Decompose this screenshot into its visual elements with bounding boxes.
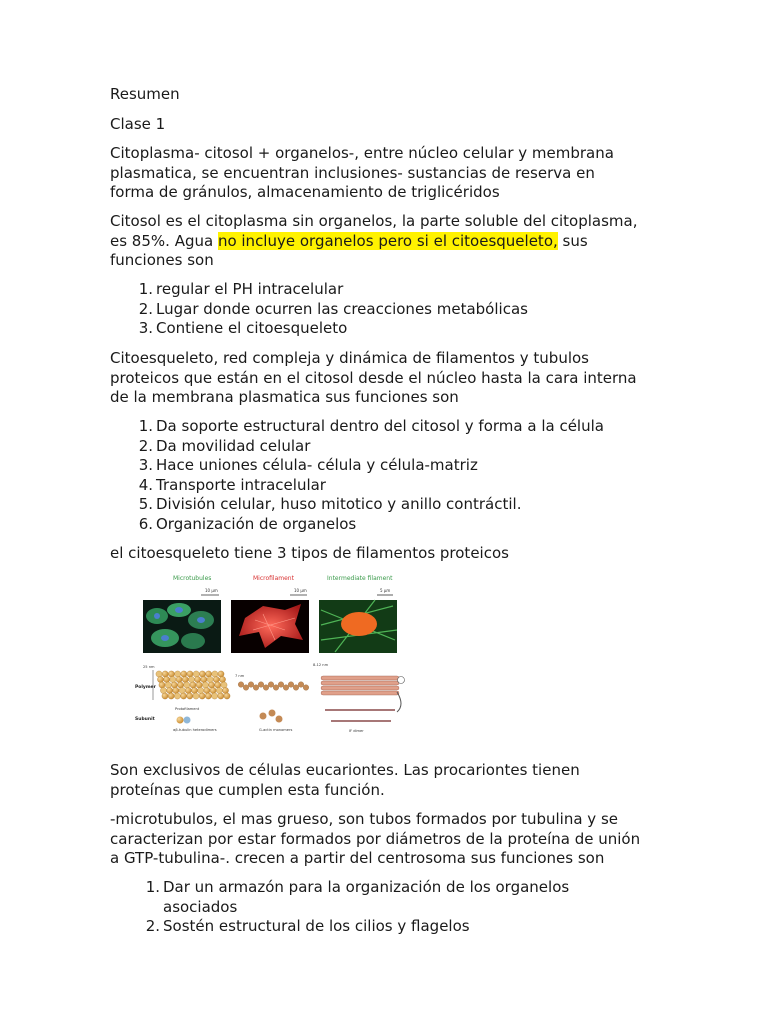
figure-scale-2: 10 µm xyxy=(294,588,307,593)
tubulin-subunit xyxy=(177,717,184,724)
micrograph-nucleus xyxy=(197,617,205,623)
list-item xyxy=(138,280,528,300)
tubulin-bead xyxy=(182,676,188,682)
paragraph-line: Citoplasma- citosol + organelos-, entre núcleo celular y membrana xyxy=(110,144,614,162)
actin-monomer xyxy=(260,713,267,720)
tubulin-bead xyxy=(165,682,171,688)
tubulin-bead xyxy=(212,693,218,699)
figure-row-subunit: Subunit xyxy=(135,717,155,722)
paragraph-line: Citosol es el citoplasma sin organelos, la parte soluble del citoplasma, xyxy=(110,212,638,230)
cytoskeleton-figure xyxy=(135,570,411,740)
paragraph-citosol xyxy=(110,212,638,271)
tubulin-bead xyxy=(181,671,187,677)
cytoskeleton-figure-svg xyxy=(135,570,411,740)
tubulin-bead xyxy=(212,671,218,677)
figure-row-polymer: Polymer xyxy=(135,685,156,690)
tubulin-bead xyxy=(175,671,181,677)
figure-dim-3: 8-12 nm xyxy=(313,663,329,667)
actin-bead xyxy=(253,685,259,691)
tubulin-bead xyxy=(207,676,213,682)
tubulin-bead xyxy=(219,676,225,682)
list-item xyxy=(138,475,604,496)
citoesqueleto-functions-list xyxy=(138,417,604,534)
tubulin-subunit xyxy=(184,717,191,724)
list-number: 2. xyxy=(138,299,153,318)
list-number: 5. xyxy=(138,495,153,513)
tubulin-bead xyxy=(209,682,215,688)
actin-bead xyxy=(263,685,269,691)
list-item xyxy=(138,299,528,320)
actin-bead xyxy=(248,682,254,688)
tubulin-bead xyxy=(213,676,219,682)
tubulin-bead xyxy=(174,693,180,699)
list-number: 4. xyxy=(138,475,153,494)
tubulin-bead xyxy=(188,676,194,682)
paragraph-line: Son exclusivos de células eucariontes. Las procariontes tienen xyxy=(110,761,580,779)
heading-clase: Clase 1 xyxy=(110,115,166,133)
paragraph-filament-types: el citoesqueleto tiene 3 tipos de filamentos proteicos xyxy=(110,544,509,562)
tubulin-bead xyxy=(179,687,185,693)
list-item-text: Dar un armazón para la organización de los organelos xyxy=(163,878,570,896)
tubulin-bead xyxy=(216,687,222,693)
list-number: 1. xyxy=(145,878,160,896)
actin-bead xyxy=(298,682,304,688)
micrograph-nucleus xyxy=(161,635,169,641)
figure-label-if: IF dimer xyxy=(349,729,364,733)
citosol-functions-list xyxy=(138,280,528,339)
tubulin-bead xyxy=(224,693,230,699)
micrograph-nucleus xyxy=(341,612,377,636)
tubulin-bead xyxy=(178,682,184,688)
paragraph-line: proteínas que cumplen esta función. xyxy=(110,780,385,799)
microtubule-polymer xyxy=(156,671,230,699)
list-item-text: Transporte intracelular xyxy=(156,475,326,494)
tubulin-bead xyxy=(206,671,212,677)
list-item-text: Lugar donde ocurren las creacciones metabólicas xyxy=(156,299,528,318)
tubulin-bead xyxy=(198,687,204,693)
list-item xyxy=(138,417,604,437)
tubulin-bead xyxy=(205,693,211,699)
tubulin-bead xyxy=(181,693,187,699)
list-item-text: División celular, huso mitotico y anillo contráctil. xyxy=(156,495,522,513)
tubulin-bead xyxy=(176,676,182,682)
paragraph-line: forma de gránulos, almacenamiento de triglicéridos xyxy=(110,183,500,201)
paragraph-line: -microtubulos, el mas grueso, son tubos formados por tubulina y se xyxy=(110,810,618,828)
tubulin-bead xyxy=(171,682,177,688)
if-strand xyxy=(321,691,399,695)
list-item xyxy=(138,514,604,535)
micrograph-nucleus xyxy=(175,607,183,613)
figure-col-intermediate: Intermediate filament xyxy=(327,575,393,582)
list-number: 2. xyxy=(138,436,153,455)
paragraph-line: funciones son xyxy=(110,251,214,269)
list-item-text: asociados xyxy=(163,897,238,916)
tubulin-bead xyxy=(204,687,210,693)
paragraph-citoesqueleto xyxy=(110,349,637,408)
tubulin-bead xyxy=(187,671,193,677)
tubulin-bead xyxy=(157,676,163,682)
tubulin-bead xyxy=(170,676,176,682)
tubulin-bead xyxy=(162,671,168,677)
tubulin-bead xyxy=(159,682,165,688)
tubulin-bead xyxy=(195,676,201,682)
tubulin-bead xyxy=(156,671,162,677)
figure-dim-2: 7 nm xyxy=(235,674,245,678)
tubulin-bead xyxy=(168,693,174,699)
tubulin-bead xyxy=(193,693,199,699)
list-number: 1. xyxy=(138,417,153,435)
paragraph-line: a GTP-tubulina-. crecen a partir del centrosoma sus funciones son xyxy=(110,849,605,867)
paragraph-line: caracterizan por estar formados por diámetros de la proteína de unión xyxy=(110,829,641,848)
list-item xyxy=(138,456,604,476)
actin-bead xyxy=(303,685,309,691)
figure-label-actin: G-actin monomers xyxy=(259,728,293,732)
actin-monomer xyxy=(269,710,276,717)
tubulin-bead xyxy=(168,671,174,677)
tubulin-bead xyxy=(187,693,193,699)
tubulin-bead xyxy=(210,687,216,693)
list-number: 1. xyxy=(138,280,153,298)
list-item xyxy=(138,436,604,457)
tubulin-bead xyxy=(164,676,170,682)
micrograph-nucleus xyxy=(154,613,160,619)
list-item xyxy=(145,917,569,937)
tubulin-bead xyxy=(218,671,224,677)
actin-bead xyxy=(273,685,279,691)
actin-bead xyxy=(258,682,264,688)
if-strand xyxy=(321,686,399,690)
tubulin-bead xyxy=(221,682,227,688)
paragraph-line: sus xyxy=(557,231,588,250)
list-item-text: Da soporte estructural dentro del citosol y forma a la célula xyxy=(156,417,604,435)
actin-bead xyxy=(288,682,294,688)
paragraph-eucariontes xyxy=(110,761,580,800)
actin-bead xyxy=(283,685,289,691)
micrograph-cell xyxy=(181,633,205,649)
figure-label-tubulin: αβ-tubulin heterodimers xyxy=(173,728,217,732)
tubulin-bead xyxy=(193,671,199,677)
tubulin-bead xyxy=(199,671,205,677)
tubulin-bead xyxy=(184,682,190,688)
list-item-text: Organización de organelos xyxy=(156,514,357,533)
figure-col-microfilament: Microfilament xyxy=(253,575,294,582)
tubulin-bead xyxy=(173,687,179,693)
actin-monomer xyxy=(276,716,283,723)
tubulin-bead xyxy=(196,682,202,688)
tubulin-bead xyxy=(215,682,221,688)
paragraph-line: plasmatica, se encuentran inclusiones- sustancias de reserva en xyxy=(110,163,595,182)
tubulin-bead xyxy=(191,687,197,693)
tubulin-bead xyxy=(185,687,191,693)
list-item-text: regular el PH intracelular xyxy=(156,280,344,298)
paragraph-line: es 85%. Agua xyxy=(110,231,218,250)
if-strand xyxy=(321,676,399,680)
list-number: 6. xyxy=(138,514,153,533)
list-number: 3. xyxy=(138,456,153,474)
list-item-text: Hace uniones célula- célula y célula-matriz xyxy=(156,456,478,474)
figure-dim-1: 25 nm xyxy=(143,665,155,669)
tubulin-bead xyxy=(222,687,228,693)
paragraph-line: Citoesqueleto, red compleja y dinámica de filamentos y tubulos xyxy=(110,349,589,367)
list-item xyxy=(138,319,528,339)
tubulin-bead xyxy=(167,687,173,693)
list-item xyxy=(145,878,570,917)
figure-col-microtubules: Microtubules xyxy=(173,575,212,582)
tubulin-bead xyxy=(218,693,224,699)
highlighted-text: no incluye organelos pero si el citoesqueleto, xyxy=(217,231,558,250)
if-strand xyxy=(321,681,399,685)
tubulin-bead xyxy=(201,676,207,682)
list-item-text: Da movilidad celular xyxy=(156,436,311,455)
actin-bead xyxy=(278,682,284,688)
heading-resumen: Resumen xyxy=(110,85,180,103)
list-number: 2. xyxy=(145,917,160,935)
list-number: 3. xyxy=(138,319,153,337)
paragraph-line: proteicos que están en el citosol desde el núcleo hasta la cara interna xyxy=(110,368,637,387)
actin-polymer xyxy=(238,682,309,691)
figure-label-protofilament: Protofilament xyxy=(175,707,200,711)
microtubulos-functions-list xyxy=(145,878,570,937)
paragraph-microtubulos xyxy=(110,810,640,869)
tubulin-bead xyxy=(190,682,196,688)
paragraph-line: de la membrana plasmatica sus funciones son xyxy=(110,388,459,406)
actin-bead xyxy=(238,682,244,688)
list-item xyxy=(138,495,604,515)
tubulin-bead xyxy=(160,687,166,693)
list-item-text: Contiene el citoesqueleto xyxy=(156,319,348,337)
actin-bead xyxy=(243,685,249,691)
figure-scale-1: 10 µm xyxy=(205,588,218,593)
tubulin-bead xyxy=(199,693,205,699)
tubulin-bead xyxy=(202,682,208,688)
paragraph-citoplasma xyxy=(110,144,614,203)
actin-bead xyxy=(293,685,299,691)
actin-bead xyxy=(268,682,274,688)
figure-scale-3: 5 µm xyxy=(380,588,391,593)
list-item-text: Sostén estructural de los cilios y flagelos xyxy=(163,917,470,935)
if-end-cap xyxy=(398,677,405,684)
tubulin-bead xyxy=(162,693,168,699)
